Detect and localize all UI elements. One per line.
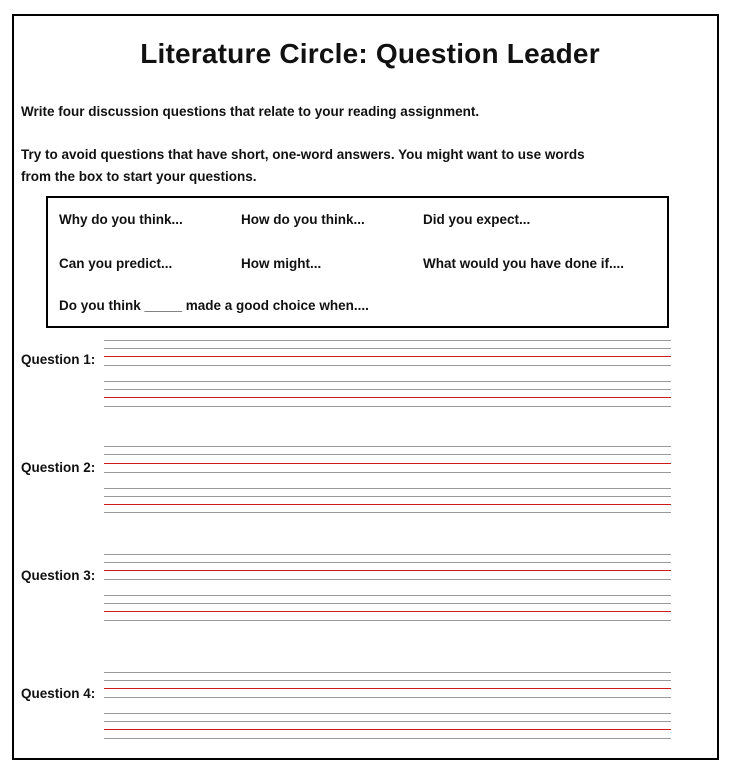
question-starters-box (46, 196, 669, 328)
guide-line (104, 620, 671, 621)
guide-line (104, 672, 671, 673)
red-line (104, 504, 671, 505)
guide-line (104, 721, 671, 722)
red-line (104, 356, 671, 357)
question-1-answer-lines[interactable] (104, 340, 671, 408)
starter-item: What would you have done if.... (423, 256, 625, 271)
red-line (104, 570, 671, 571)
guide-line (104, 389, 671, 390)
guide-line (104, 496, 671, 497)
guide-line (104, 365, 671, 366)
guide-line (104, 595, 671, 596)
red-line (104, 397, 671, 398)
guide-line (104, 488, 671, 489)
question-4-answer-lines[interactable] (104, 672, 671, 740)
guide-line (104, 738, 671, 739)
guide-line (104, 512, 671, 513)
guide-line (104, 381, 671, 382)
guide-line (104, 348, 671, 349)
red-line (104, 463, 671, 464)
question-1-label: Question 1: (21, 352, 96, 367)
question-4-label: Question 4: (21, 686, 96, 701)
starter-item: Did you expect... (423, 212, 531, 227)
question-2-label: Question 2: (21, 460, 96, 475)
guide-line (104, 603, 671, 604)
starter-item: Why do you think... (59, 212, 183, 227)
guide-line (104, 446, 671, 447)
guide-line (104, 579, 671, 580)
starter-item: Can you predict... (59, 256, 173, 271)
red-line (104, 729, 671, 730)
starter-item: How do you think... (241, 212, 365, 227)
red-line (104, 611, 671, 612)
starter-item: Do you think _____ made a good choice when.... (59, 298, 369, 313)
instruction-line-2: Try to avoid questions that have short, one-word answers. You might want to use words (21, 147, 585, 162)
page-title: Literature Circle: Question Leader (140, 38, 600, 69)
instruction-line-1: Write four discussion questions that relate to your reading assignment. (21, 104, 480, 119)
question-2-answer-lines[interactable] (104, 446, 671, 514)
guide-line (104, 562, 671, 563)
guide-line (104, 680, 671, 681)
guide-line (104, 406, 671, 407)
guide-line (104, 454, 671, 455)
red-line (104, 688, 671, 689)
guide-line (104, 554, 671, 555)
guide-line (104, 472, 671, 473)
instruction-line-3: from the box to start your questions. (21, 169, 257, 184)
starter-item: How might... (241, 256, 322, 271)
guide-line (104, 713, 671, 714)
guide-line (104, 340, 671, 341)
question-3-label: Question 3: (21, 568, 96, 583)
question-3-answer-lines[interactable] (104, 554, 671, 622)
guide-line (104, 697, 671, 698)
